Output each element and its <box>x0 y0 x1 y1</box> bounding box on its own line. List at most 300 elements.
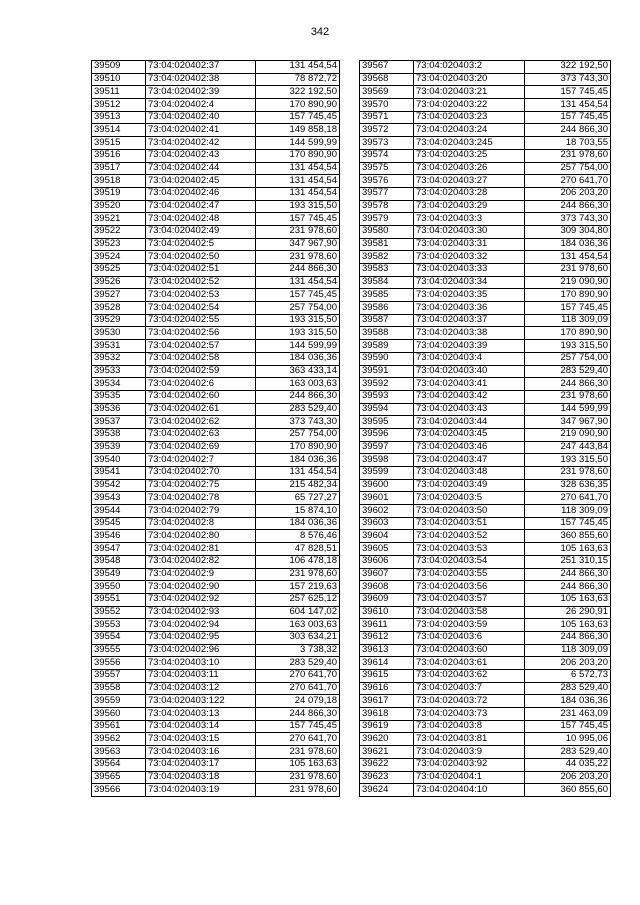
cadastral-number-cell: 73:04:020403:37 <box>414 314 525 327</box>
table-row <box>360 720 611 733</box>
page-number: 342 <box>310 26 330 38</box>
row-number-cell: 39528 <box>92 302 146 315</box>
row-number-cell: 39547 <box>92 543 146 556</box>
row-number-cell: 39595 <box>360 416 414 429</box>
row-number-cell: 39602 <box>360 505 414 518</box>
table-row <box>92 720 340 733</box>
amount-cell: 231 978,60 <box>525 467 611 480</box>
table-row <box>92 517 340 530</box>
cadastral-number-cell: 73:04:020403:44 <box>414 416 525 429</box>
amount-cell: 363 433,14 <box>256 365 340 378</box>
table-row <box>92 61 340 74</box>
cadastral-number-cell: 73:04:020403:13 <box>146 708 256 721</box>
amount-cell: 373 743,30 <box>256 416 340 429</box>
amount-cell: 219 090,90 <box>525 428 611 441</box>
cadastral-number-cell: 73:04:020403:51 <box>414 517 525 530</box>
table-row <box>92 593 340 606</box>
row-number-cell: 39512 <box>92 99 146 112</box>
amount-cell: 105 163,63 <box>256 758 340 771</box>
amount-cell: 219 090,90 <box>525 276 611 289</box>
amount-cell: 257 754,00 <box>525 162 611 175</box>
row-number-cell: 39609 <box>360 593 414 606</box>
cadastral-number-cell: 73:04:020402:53 <box>146 289 256 302</box>
table-row <box>360 86 611 99</box>
table-row <box>92 73 340 86</box>
amount-cell: 170 890,90 <box>256 149 340 162</box>
amount-cell: 157 745,45 <box>256 289 340 302</box>
cadastral-number-cell: 73:04:020403:21 <box>414 86 525 99</box>
table-row <box>360 517 611 530</box>
table-row <box>92 187 340 200</box>
amount-cell: 231 978,60 <box>256 568 340 581</box>
amount-cell: 231 978,60 <box>256 771 340 784</box>
cadastral-number-cell: 73:04:020403:61 <box>414 657 525 670</box>
row-number-cell: 39549 <box>92 568 146 581</box>
row-number-cell: 39610 <box>360 606 414 619</box>
amount-cell: 106 478,18 <box>256 555 340 568</box>
cadastral-number-cell: 73:04:020403:14 <box>146 720 256 733</box>
cadastral-number-cell: 73:04:020402:6 <box>146 378 256 391</box>
row-number-cell: 39509 <box>92 61 146 74</box>
amount-cell: 231 978,60 <box>525 149 611 162</box>
cadastral-number-cell: 73:04:020403:81 <box>414 733 525 746</box>
row-number-cell: 39555 <box>92 644 146 657</box>
row-number-cell: 39517 <box>92 162 146 175</box>
amount-cell: 131 454,54 <box>256 175 340 188</box>
cadastral-number-cell: 73:04:020403:46 <box>414 441 525 454</box>
row-number-cell: 39546 <box>92 530 146 543</box>
cadastral-number-cell: 73:04:020403:27 <box>414 175 525 188</box>
cadastral-number-cell: 73:04:020403:50 <box>414 505 525 518</box>
amount-cell: 118 309,09 <box>525 314 611 327</box>
row-number-cell: 39535 <box>92 390 146 403</box>
amount-cell: 144 599,99 <box>525 403 611 416</box>
amount-cell: 8 576,46 <box>256 530 340 543</box>
table-row <box>92 276 340 289</box>
table-row <box>360 340 611 353</box>
row-number-cell: 39532 <box>92 352 146 365</box>
cadastral-number-cell: 73:04:020402:93 <box>146 606 256 619</box>
amount-cell: 303 634,21 <box>256 631 340 644</box>
table-row <box>360 428 611 441</box>
row-number-cell: 39616 <box>360 682 414 695</box>
amount-cell: 6 572,73 <box>525 670 611 683</box>
cadastral-number-cell: 73:04:020403:29 <box>414 200 525 213</box>
row-number-cell: 39606 <box>360 555 414 568</box>
table-row <box>360 568 611 581</box>
cadastral-number-cell: 73:04:020403:56 <box>414 581 525 594</box>
amount-cell: 10 995,06 <box>525 733 611 746</box>
amount-cell: 244 866,30 <box>525 124 611 137</box>
amount-cell: 15 874,10 <box>256 505 340 518</box>
table-row <box>92 784 340 797</box>
row-number-cell: 39541 <box>92 467 146 480</box>
table-row <box>360 99 611 112</box>
cadastral-number-cell: 73:04:020403:55 <box>414 568 525 581</box>
table-row <box>92 746 340 759</box>
amount-cell: 322 192,50 <box>256 86 340 99</box>
amount-cell: 131 454,54 <box>256 276 340 289</box>
cadastral-number-cell: 73:04:020403:122 <box>146 695 256 708</box>
cadastral-number-cell: 73:04:020402:7 <box>146 454 256 467</box>
cadastral-number-cell: 73:04:020403:32 <box>414 251 525 264</box>
amount-cell: 244 866,30 <box>256 390 340 403</box>
cadastral-number-cell: 73:04:020402:46 <box>146 187 256 200</box>
cadastral-number-cell: 73:04:020404:1 <box>414 771 525 784</box>
table-row <box>92 403 340 416</box>
row-number-cell: 39607 <box>360 568 414 581</box>
row-number-cell: 39620 <box>360 733 414 746</box>
cadastral-number-cell: 73:04:020403:3 <box>414 213 525 226</box>
cadastral-number-cell: 73:04:020402:69 <box>146 441 256 454</box>
cadastral-number-cell: 73:04:020403:16 <box>146 746 256 759</box>
table-row <box>360 264 611 277</box>
amount-cell: 193 315,50 <box>525 340 611 353</box>
row-number-cell: 39577 <box>360 187 414 200</box>
table-row <box>360 492 611 505</box>
row-number-cell: 39599 <box>360 467 414 480</box>
cadastral-number-cell: 73:04:020402:40 <box>146 111 256 124</box>
cadastral-number-cell: 73:04:020402:90 <box>146 581 256 594</box>
amount-cell: 373 743,30 <box>525 73 611 86</box>
cadastral-number-cell: 73:04:020402:96 <box>146 644 256 657</box>
cadastral-number-cell: 73:04:020402:8 <box>146 517 256 530</box>
amount-cell: 247 443,84 <box>525 441 611 454</box>
cadastral-number-cell: 73:04:020402:56 <box>146 327 256 340</box>
amount-cell: 44 035,22 <box>525 758 611 771</box>
amount-cell: 157 745,45 <box>525 720 611 733</box>
cadastral-number-cell: 73:04:020403:73 <box>414 708 525 721</box>
table-row <box>92 695 340 708</box>
cadastral-number-cell: 73:04:020403:52 <box>414 530 525 543</box>
cadastral-number-cell: 73:04:020403:245 <box>414 137 525 150</box>
cadastral-number-cell: 73:04:020402:81 <box>146 543 256 556</box>
cadastral-number-cell: 73:04:020402:60 <box>146 390 256 403</box>
cadastral-number-cell: 73:04:020403:41 <box>414 378 525 391</box>
amount-cell: 206 203,20 <box>525 657 611 670</box>
amount-cell: 131 454,54 <box>256 187 340 200</box>
row-number-cell: 39516 <box>92 149 146 162</box>
row-number-cell: 39544 <box>92 505 146 518</box>
amount-cell: 270 641,70 <box>256 733 340 746</box>
amount-cell: 157 219,63 <box>256 581 340 594</box>
cadastral-number-cell: 73:04:020402:63 <box>146 428 256 441</box>
row-number-cell: 39571 <box>360 111 414 124</box>
row-number-cell: 39513 <box>92 111 146 124</box>
amount-cell: 193 315,50 <box>256 327 340 340</box>
cadastral-number-cell: 73:04:020402:59 <box>146 365 256 378</box>
cadastral-number-cell: 73:04:020402:43 <box>146 149 256 162</box>
cadastral-number-cell: 73:04:020402:52 <box>146 276 256 289</box>
cadastral-number-cell: 73:04:020403:47 <box>414 454 525 467</box>
table-row <box>360 657 611 670</box>
amount-cell: 47 828,51 <box>256 543 340 556</box>
row-number-cell: 39554 <box>92 631 146 644</box>
amount-cell: 65 727,27 <box>256 492 340 505</box>
table-row <box>92 225 340 238</box>
amount-cell: 322 192,50 <box>525 61 611 74</box>
amount-cell: 144 599,99 <box>256 137 340 150</box>
row-number-cell: 39534 <box>92 378 146 391</box>
row-number-cell: 39576 <box>360 175 414 188</box>
row-number-cell: 39522 <box>92 225 146 238</box>
row-number-cell: 39622 <box>360 758 414 771</box>
cadastral-number-cell: 73:04:020403:30 <box>414 225 525 238</box>
row-number-cell: 39545 <box>92 517 146 530</box>
cadastral-number-cell: 73:04:020402:37 <box>146 61 256 74</box>
amount-cell: 270 641,70 <box>256 682 340 695</box>
cadastral-number-cell: 73:04:020403:12 <box>146 682 256 695</box>
amount-cell: 206 203,20 <box>525 771 611 784</box>
amount-cell: 231 978,60 <box>256 251 340 264</box>
table-row <box>92 238 340 251</box>
table-row <box>360 225 611 238</box>
amount-cell: 157 745,45 <box>256 720 340 733</box>
cadastral-number-cell: 73:04:020402:51 <box>146 264 256 277</box>
cadastral-number-cell: 73:04:020403:62 <box>414 670 525 683</box>
row-number-cell: 39596 <box>360 428 414 441</box>
table-row <box>360 479 611 492</box>
table-row <box>360 61 611 74</box>
row-number-cell: 39584 <box>360 276 414 289</box>
cadastral-number-cell: 73:04:020403:92 <box>414 758 525 771</box>
row-number-cell: 39519 <box>92 187 146 200</box>
row-number-cell: 39586 <box>360 302 414 315</box>
amount-cell: 373 743,30 <box>525 213 611 226</box>
table-row <box>360 149 611 162</box>
cadastral-number-cell: 73:04:020402:41 <box>146 124 256 137</box>
table-row <box>92 86 340 99</box>
row-number-cell: 39603 <box>360 517 414 530</box>
amount-cell: 283 529,40 <box>256 657 340 670</box>
amount-cell: 170 890,90 <box>525 327 611 340</box>
amount-cell: 244 866,30 <box>525 378 611 391</box>
row-number-cell: 39618 <box>360 708 414 721</box>
row-number-cell: 39553 <box>92 619 146 632</box>
amount-cell: 157 745,45 <box>525 517 611 530</box>
row-number-cell: 39561 <box>92 720 146 733</box>
table-row <box>92 264 340 277</box>
cadastral-number-cell: 73:04:020403:5 <box>414 492 525 505</box>
row-number-cell: 39560 <box>92 708 146 721</box>
table-row <box>360 708 611 721</box>
row-number-cell: 39569 <box>360 86 414 99</box>
amount-cell: 149 858,18 <box>256 124 340 137</box>
cadastral-number-cell: 73:04:020403:38 <box>414 327 525 340</box>
row-number-cell: 39598 <box>360 454 414 467</box>
table-row <box>92 733 340 746</box>
row-number-cell: 39611 <box>360 619 414 632</box>
cadastral-number-cell: 73:04:020402:78 <box>146 492 256 505</box>
cadastral-number-cell: 73:04:020403:18 <box>146 771 256 784</box>
row-number-cell: 39515 <box>92 137 146 150</box>
table-row <box>92 416 340 429</box>
row-number-cell: 39615 <box>360 670 414 683</box>
row-number-cell: 39526 <box>92 276 146 289</box>
table-body-left <box>92 61 340 797</box>
cadastral-number-cell: 73:04:020402:45 <box>146 175 256 188</box>
cadastral-table-right <box>359 60 611 797</box>
amount-cell: 170 890,90 <box>256 441 340 454</box>
amount-cell: 257 754,00 <box>525 352 611 365</box>
table-row <box>360 619 611 632</box>
row-number-cell: 39567 <box>360 61 414 74</box>
row-number-cell: 39592 <box>360 378 414 391</box>
row-number-cell: 39581 <box>360 238 414 251</box>
row-number-cell: 39559 <box>92 695 146 708</box>
table-row <box>92 352 340 365</box>
amount-cell: 131 454,54 <box>256 467 340 480</box>
row-number-cell: 39587 <box>360 314 414 327</box>
table-row <box>360 124 611 137</box>
amount-cell: 270 641,70 <box>525 175 611 188</box>
amount-cell: 244 866,30 <box>256 264 340 277</box>
amount-cell: 131 454,54 <box>256 61 340 74</box>
amount-cell: 244 866,30 <box>256 708 340 721</box>
row-number-cell: 39558 <box>92 682 146 695</box>
row-number-cell: 39525 <box>92 264 146 277</box>
table-row <box>92 251 340 264</box>
table-row <box>92 327 340 340</box>
table-row <box>360 276 611 289</box>
table-row <box>92 530 340 543</box>
row-number-cell: 39594 <box>360 403 414 416</box>
table-row <box>92 619 340 632</box>
table-row <box>92 137 340 150</box>
table-row <box>360 352 611 365</box>
amount-cell: 283 529,40 <box>525 682 611 695</box>
row-number-cell: 39536 <box>92 403 146 416</box>
cadastral-number-cell: 73:04:020402:58 <box>146 352 256 365</box>
table-row <box>92 670 340 683</box>
cadastral-number-cell: 73:04:020402:38 <box>146 73 256 86</box>
row-number-cell: 39570 <box>360 99 414 112</box>
amount-cell: 283 529,40 <box>525 365 611 378</box>
cadastral-number-cell: 73:04:020403:48 <box>414 467 525 480</box>
row-number-cell: 39588 <box>360 327 414 340</box>
amount-cell: 157 745,45 <box>525 86 611 99</box>
table-row <box>360 606 611 619</box>
row-number-cell: 39566 <box>92 784 146 797</box>
table-row <box>92 682 340 695</box>
amount-cell: 251 310,15 <box>525 555 611 568</box>
table-row <box>360 289 611 302</box>
amount-cell: 193 315,50 <box>256 200 340 213</box>
cadastral-number-cell: 73:04:020403:25 <box>414 149 525 162</box>
row-number-cell: 39624 <box>360 784 414 797</box>
table-row <box>92 365 340 378</box>
row-number-cell: 39601 <box>360 492 414 505</box>
amount-cell: 157 745,45 <box>525 302 611 315</box>
row-number-cell: 39579 <box>360 213 414 226</box>
table-row <box>92 555 340 568</box>
cadastral-number-cell: 73:04:020402:42 <box>146 137 256 150</box>
table-row <box>92 505 340 518</box>
table-row <box>92 467 340 480</box>
cadastral-number-cell: 73:04:020403:15 <box>146 733 256 746</box>
amount-cell: 131 454,54 <box>525 99 611 112</box>
cadastral-number-cell: 73:04:020403:53 <box>414 543 525 556</box>
cadastral-number-cell: 73:04:020402:61 <box>146 403 256 416</box>
amount-cell: 78 872,72 <box>256 73 340 86</box>
table-row <box>92 479 340 492</box>
cadastral-number-cell: 73:04:020403:45 <box>414 428 525 441</box>
row-number-cell: 39542 <box>92 479 146 492</box>
cadastral-number-cell: 73:04:020402:4 <box>146 99 256 112</box>
row-number-cell: 39529 <box>92 314 146 327</box>
amount-cell: 270 641,70 <box>256 670 340 683</box>
row-number-cell: 39539 <box>92 441 146 454</box>
row-number-cell: 39565 <box>92 771 146 784</box>
amount-cell: 231 978,60 <box>256 746 340 759</box>
row-number-cell: 39623 <box>360 771 414 784</box>
row-number-cell: 39524 <box>92 251 146 264</box>
cadastral-number-cell: 73:04:020403:34 <box>414 276 525 289</box>
table-row <box>92 492 340 505</box>
table-row <box>92 111 340 124</box>
row-number-cell: 39556 <box>92 657 146 670</box>
cadastral-number-cell: 73:04:020403:42 <box>414 390 525 403</box>
amount-cell: 206 203,20 <box>525 187 611 200</box>
amount-cell: 283 529,40 <box>256 403 340 416</box>
amount-cell: 244 866,30 <box>525 568 611 581</box>
cadastral-number-cell: 73:04:020404:10 <box>414 784 525 797</box>
table-row <box>92 428 340 441</box>
cadastral-number-cell: 73:04:020402:9 <box>146 568 256 581</box>
amount-cell: 215 482,34 <box>256 479 340 492</box>
amount-cell: 163 003,63 <box>256 619 340 632</box>
row-number-cell: 39521 <box>92 213 146 226</box>
amount-cell: 231 978,60 <box>256 225 340 238</box>
table-row <box>360 137 611 150</box>
row-number-cell: 39543 <box>92 492 146 505</box>
row-number-cell: 39617 <box>360 695 414 708</box>
table-row <box>360 733 611 746</box>
row-number-cell: 39533 <box>92 365 146 378</box>
row-number-cell: 39548 <box>92 555 146 568</box>
row-number-cell: 39530 <box>92 327 146 340</box>
row-number-cell: 39575 <box>360 162 414 175</box>
amount-cell: 105 163,63 <box>525 543 611 556</box>
row-number-cell: 39604 <box>360 530 414 543</box>
amount-cell: 328 636,35 <box>525 479 611 492</box>
table-row <box>360 213 611 226</box>
cadastral-number-cell: 73:04:020402:82 <box>146 555 256 568</box>
table-row <box>360 416 611 429</box>
table-row <box>92 390 340 403</box>
table-row <box>92 149 340 162</box>
row-number-cell: 39537 <box>92 416 146 429</box>
cadastral-number-cell: 73:04:020403:54 <box>414 555 525 568</box>
amount-cell: 24 079,18 <box>256 695 340 708</box>
amount-cell: 118 309,09 <box>525 505 611 518</box>
row-number-cell: 39583 <box>360 264 414 277</box>
cadastral-number-cell: 73:04:020402:94 <box>146 619 256 632</box>
cadastral-number-cell: 73:04:020403:58 <box>414 606 525 619</box>
table-body-right <box>360 61 611 797</box>
table-row <box>92 708 340 721</box>
table-row <box>360 771 611 784</box>
cadastral-number-cell: 73:04:020403:2 <box>414 61 525 74</box>
table-row <box>92 581 340 594</box>
row-number-cell: 39564 <box>92 758 146 771</box>
table-row <box>92 99 340 112</box>
cadastral-number-cell: 73:04:020402:5 <box>146 238 256 251</box>
cadastral-number-cell: 73:04:020402:44 <box>146 162 256 175</box>
cadastral-number-cell: 73:04:020403:22 <box>414 99 525 112</box>
cadastral-number-cell: 73:04:020403:60 <box>414 644 525 657</box>
amount-cell: 170 890,90 <box>256 99 340 112</box>
